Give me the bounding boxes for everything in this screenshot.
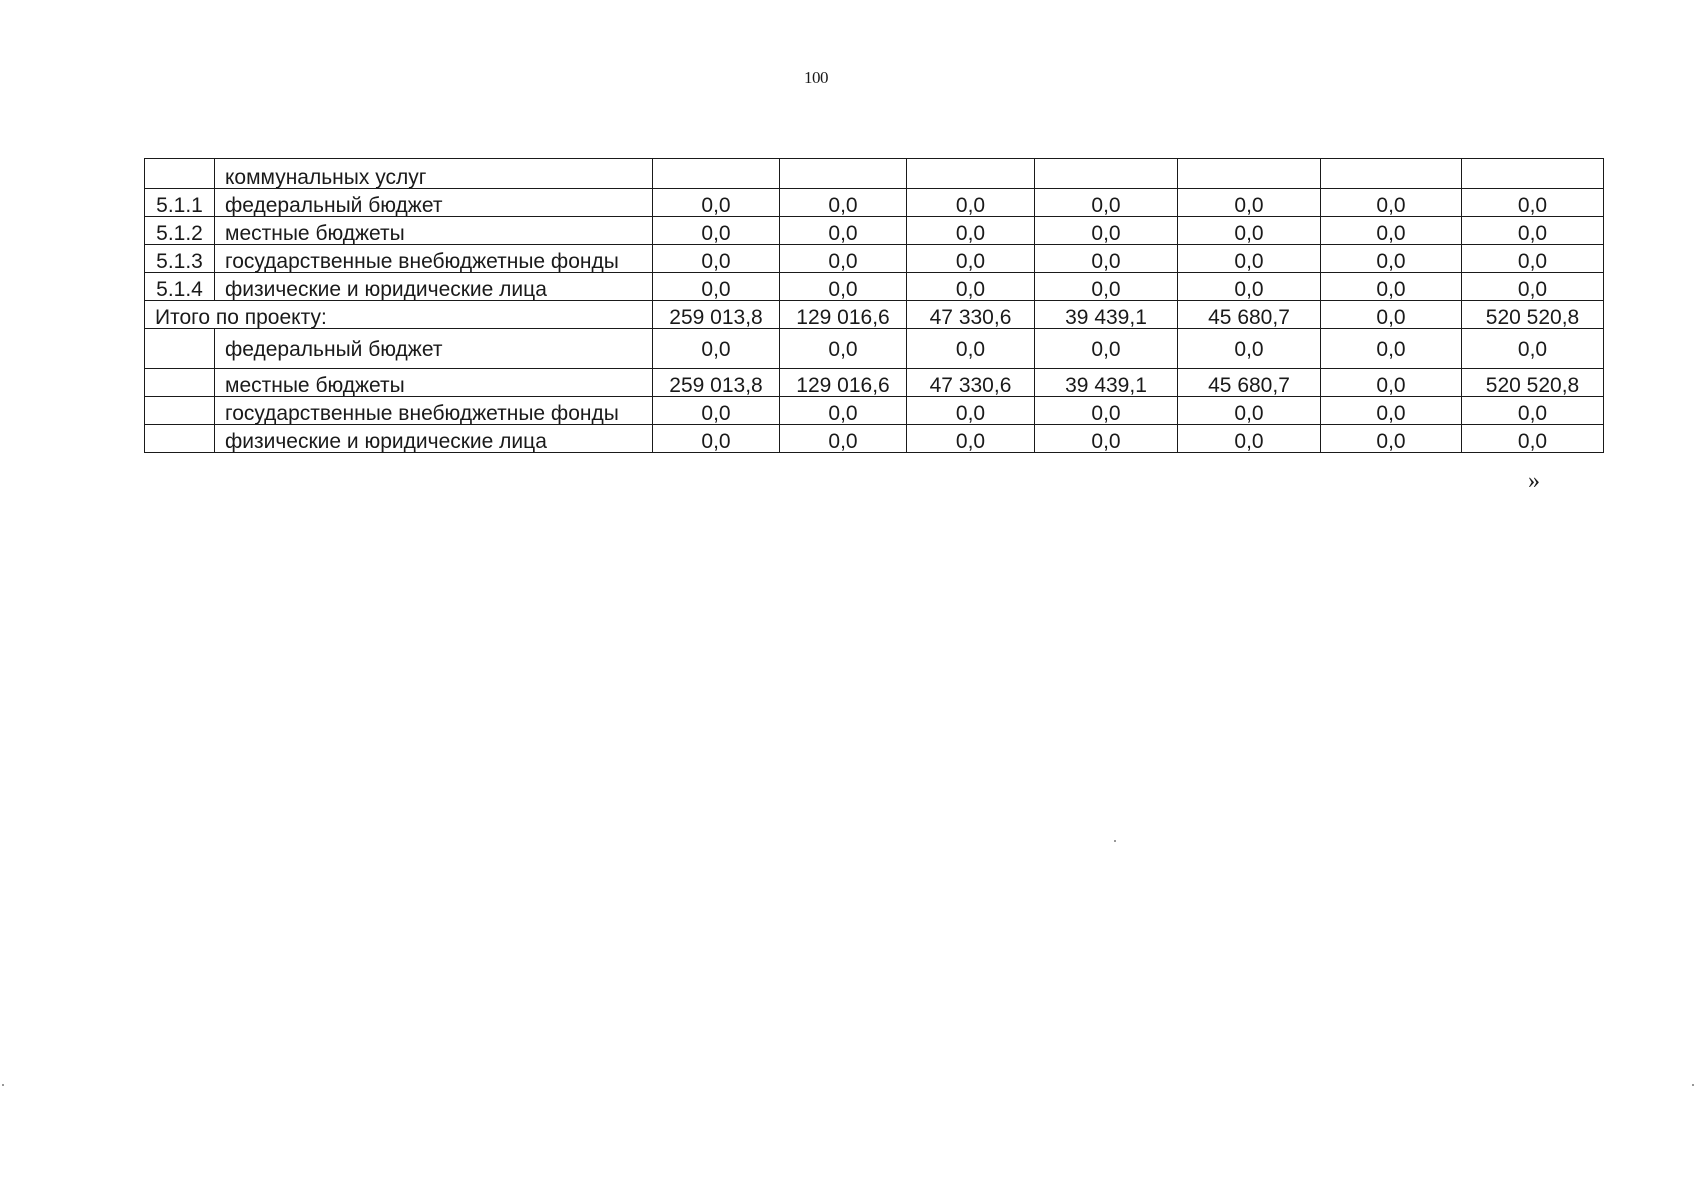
value-cell: 0,0	[1462, 329, 1604, 369]
value-cell: 0,0	[780, 245, 907, 273]
row-name: физические и юридические лица	[215, 425, 653, 453]
value-cell: 0,0	[907, 245, 1035, 273]
value-cell: 0,0	[653, 189, 780, 217]
scan-speck	[2, 1084, 4, 1086]
value-cell: 0,0	[1321, 217, 1462, 245]
total-label: Итого по проекту:	[145, 301, 653, 329]
value-cell: 0,0	[653, 329, 780, 369]
value-cell: 0,0	[1035, 245, 1178, 273]
value-cell: 0,0	[1035, 273, 1178, 301]
table-row	[145, 189, 1604, 217]
scan-speck	[1114, 840, 1116, 842]
value-cell: 0,0	[653, 425, 780, 453]
row-code	[145, 159, 215, 189]
value-cell: 520 520,8	[1462, 301, 1604, 329]
row-name: коммунальных услуг	[215, 159, 653, 189]
page-number: 100	[804, 68, 828, 87]
value-cell: 520 520,8	[1462, 369, 1604, 397]
value-cell: 0,0	[780, 273, 907, 301]
value-cell: 0,0	[1178, 217, 1321, 245]
table-row	[145, 217, 1604, 245]
value-cell: 0,0	[1035, 397, 1178, 425]
row-code	[145, 369, 215, 397]
value-cell: 259 013,8	[653, 369, 780, 397]
value-cell: 0,0	[907, 273, 1035, 301]
value-cell: 0,0	[653, 217, 780, 245]
value-cell: 0,0	[1035, 425, 1178, 453]
value-cell: 0,0	[907, 425, 1035, 453]
table-row	[145, 425, 1604, 453]
value-cell: 39 439,1	[1035, 301, 1178, 329]
table-row	[145, 245, 1604, 273]
value-cell: 0,0	[1178, 189, 1321, 217]
value-cell: 0,0	[1462, 217, 1604, 245]
value-cell: 0,0	[1178, 245, 1321, 273]
budget-table	[144, 158, 1604, 453]
value-cell	[1321, 159, 1462, 189]
value-cell: 0,0	[653, 273, 780, 301]
value-cell	[1035, 159, 1178, 189]
row-code	[145, 329, 215, 369]
value-cell: 0,0	[1178, 273, 1321, 301]
value-cell: 0,0	[1035, 329, 1178, 369]
value-cell	[1178, 159, 1321, 189]
value-cell: 0,0	[1321, 301, 1462, 329]
value-cell	[1462, 159, 1604, 189]
value-cell: 45 680,7	[1178, 369, 1321, 397]
value-cell: 0,0	[1178, 329, 1321, 369]
row-code: 5.1.1	[145, 189, 215, 217]
row-code: 5.1.3	[145, 245, 215, 273]
row-name: федеральный бюджет	[215, 189, 653, 217]
value-cell: 0,0	[780, 217, 907, 245]
value-cell: 0,0	[907, 397, 1035, 425]
table-body	[145, 159, 1604, 453]
table-row	[145, 397, 1604, 425]
row-name: государственные внебюджетные фонды	[215, 245, 653, 273]
value-cell: 0,0	[1462, 245, 1604, 273]
value-cell: 0,0	[1178, 425, 1321, 453]
value-cell: 0,0	[1035, 189, 1178, 217]
value-cell: 0,0	[1178, 397, 1321, 425]
value-cell: 0,0	[1462, 425, 1604, 453]
value-cell: 0,0	[1321, 425, 1462, 453]
value-cell: 0,0	[1462, 189, 1604, 217]
value-cell: 47 330,6	[907, 301, 1035, 329]
value-cell: 39 439,1	[1035, 369, 1178, 397]
table-row	[145, 329, 1604, 369]
scan-speck	[1692, 1084, 1694, 1086]
row-name: местные бюджеты	[215, 369, 653, 397]
value-cell	[780, 159, 907, 189]
row-name: государственные внебюджетные фонды	[215, 397, 653, 425]
value-cell: 0,0	[1321, 329, 1462, 369]
value-cell: 0,0	[1321, 273, 1462, 301]
table-row-total	[145, 301, 1604, 329]
row-name: физические и юридические лица	[215, 273, 653, 301]
value-cell: 0,0	[1462, 273, 1604, 301]
row-name: федеральный бюджет	[215, 329, 653, 369]
row-name: местные бюджеты	[215, 217, 653, 245]
row-code	[145, 425, 215, 453]
value-cell: 0,0	[1462, 397, 1604, 425]
value-cell	[653, 159, 780, 189]
table-row	[145, 159, 1604, 189]
value-cell: 0,0	[1321, 189, 1462, 217]
row-code: 5.1.2	[145, 217, 215, 245]
value-cell: 0,0	[907, 217, 1035, 245]
value-cell: 0,0	[1321, 397, 1462, 425]
table-row	[145, 273, 1604, 301]
row-code	[145, 397, 215, 425]
value-cell: 129 016,6	[780, 369, 907, 397]
value-cell	[907, 159, 1035, 189]
value-cell: 0,0	[780, 189, 907, 217]
value-cell: 0,0	[907, 329, 1035, 369]
value-cell: 259 013,8	[653, 301, 780, 329]
closing-quote-mark: »	[1528, 468, 1540, 494]
row-code: 5.1.4	[145, 273, 215, 301]
value-cell: 0,0	[1035, 217, 1178, 245]
value-cell: 0,0	[653, 397, 780, 425]
value-cell: 0,0	[1321, 369, 1462, 397]
value-cell: 0,0	[780, 397, 907, 425]
value-cell: 0,0	[907, 189, 1035, 217]
value-cell: 0,0	[1321, 245, 1462, 273]
table-row	[145, 369, 1604, 397]
value-cell: 0,0	[780, 329, 907, 369]
value-cell: 0,0	[653, 245, 780, 273]
value-cell: 129 016,6	[780, 301, 907, 329]
value-cell: 0,0	[780, 425, 907, 453]
value-cell: 47 330,6	[907, 369, 1035, 397]
value-cell: 45 680,7	[1178, 301, 1321, 329]
